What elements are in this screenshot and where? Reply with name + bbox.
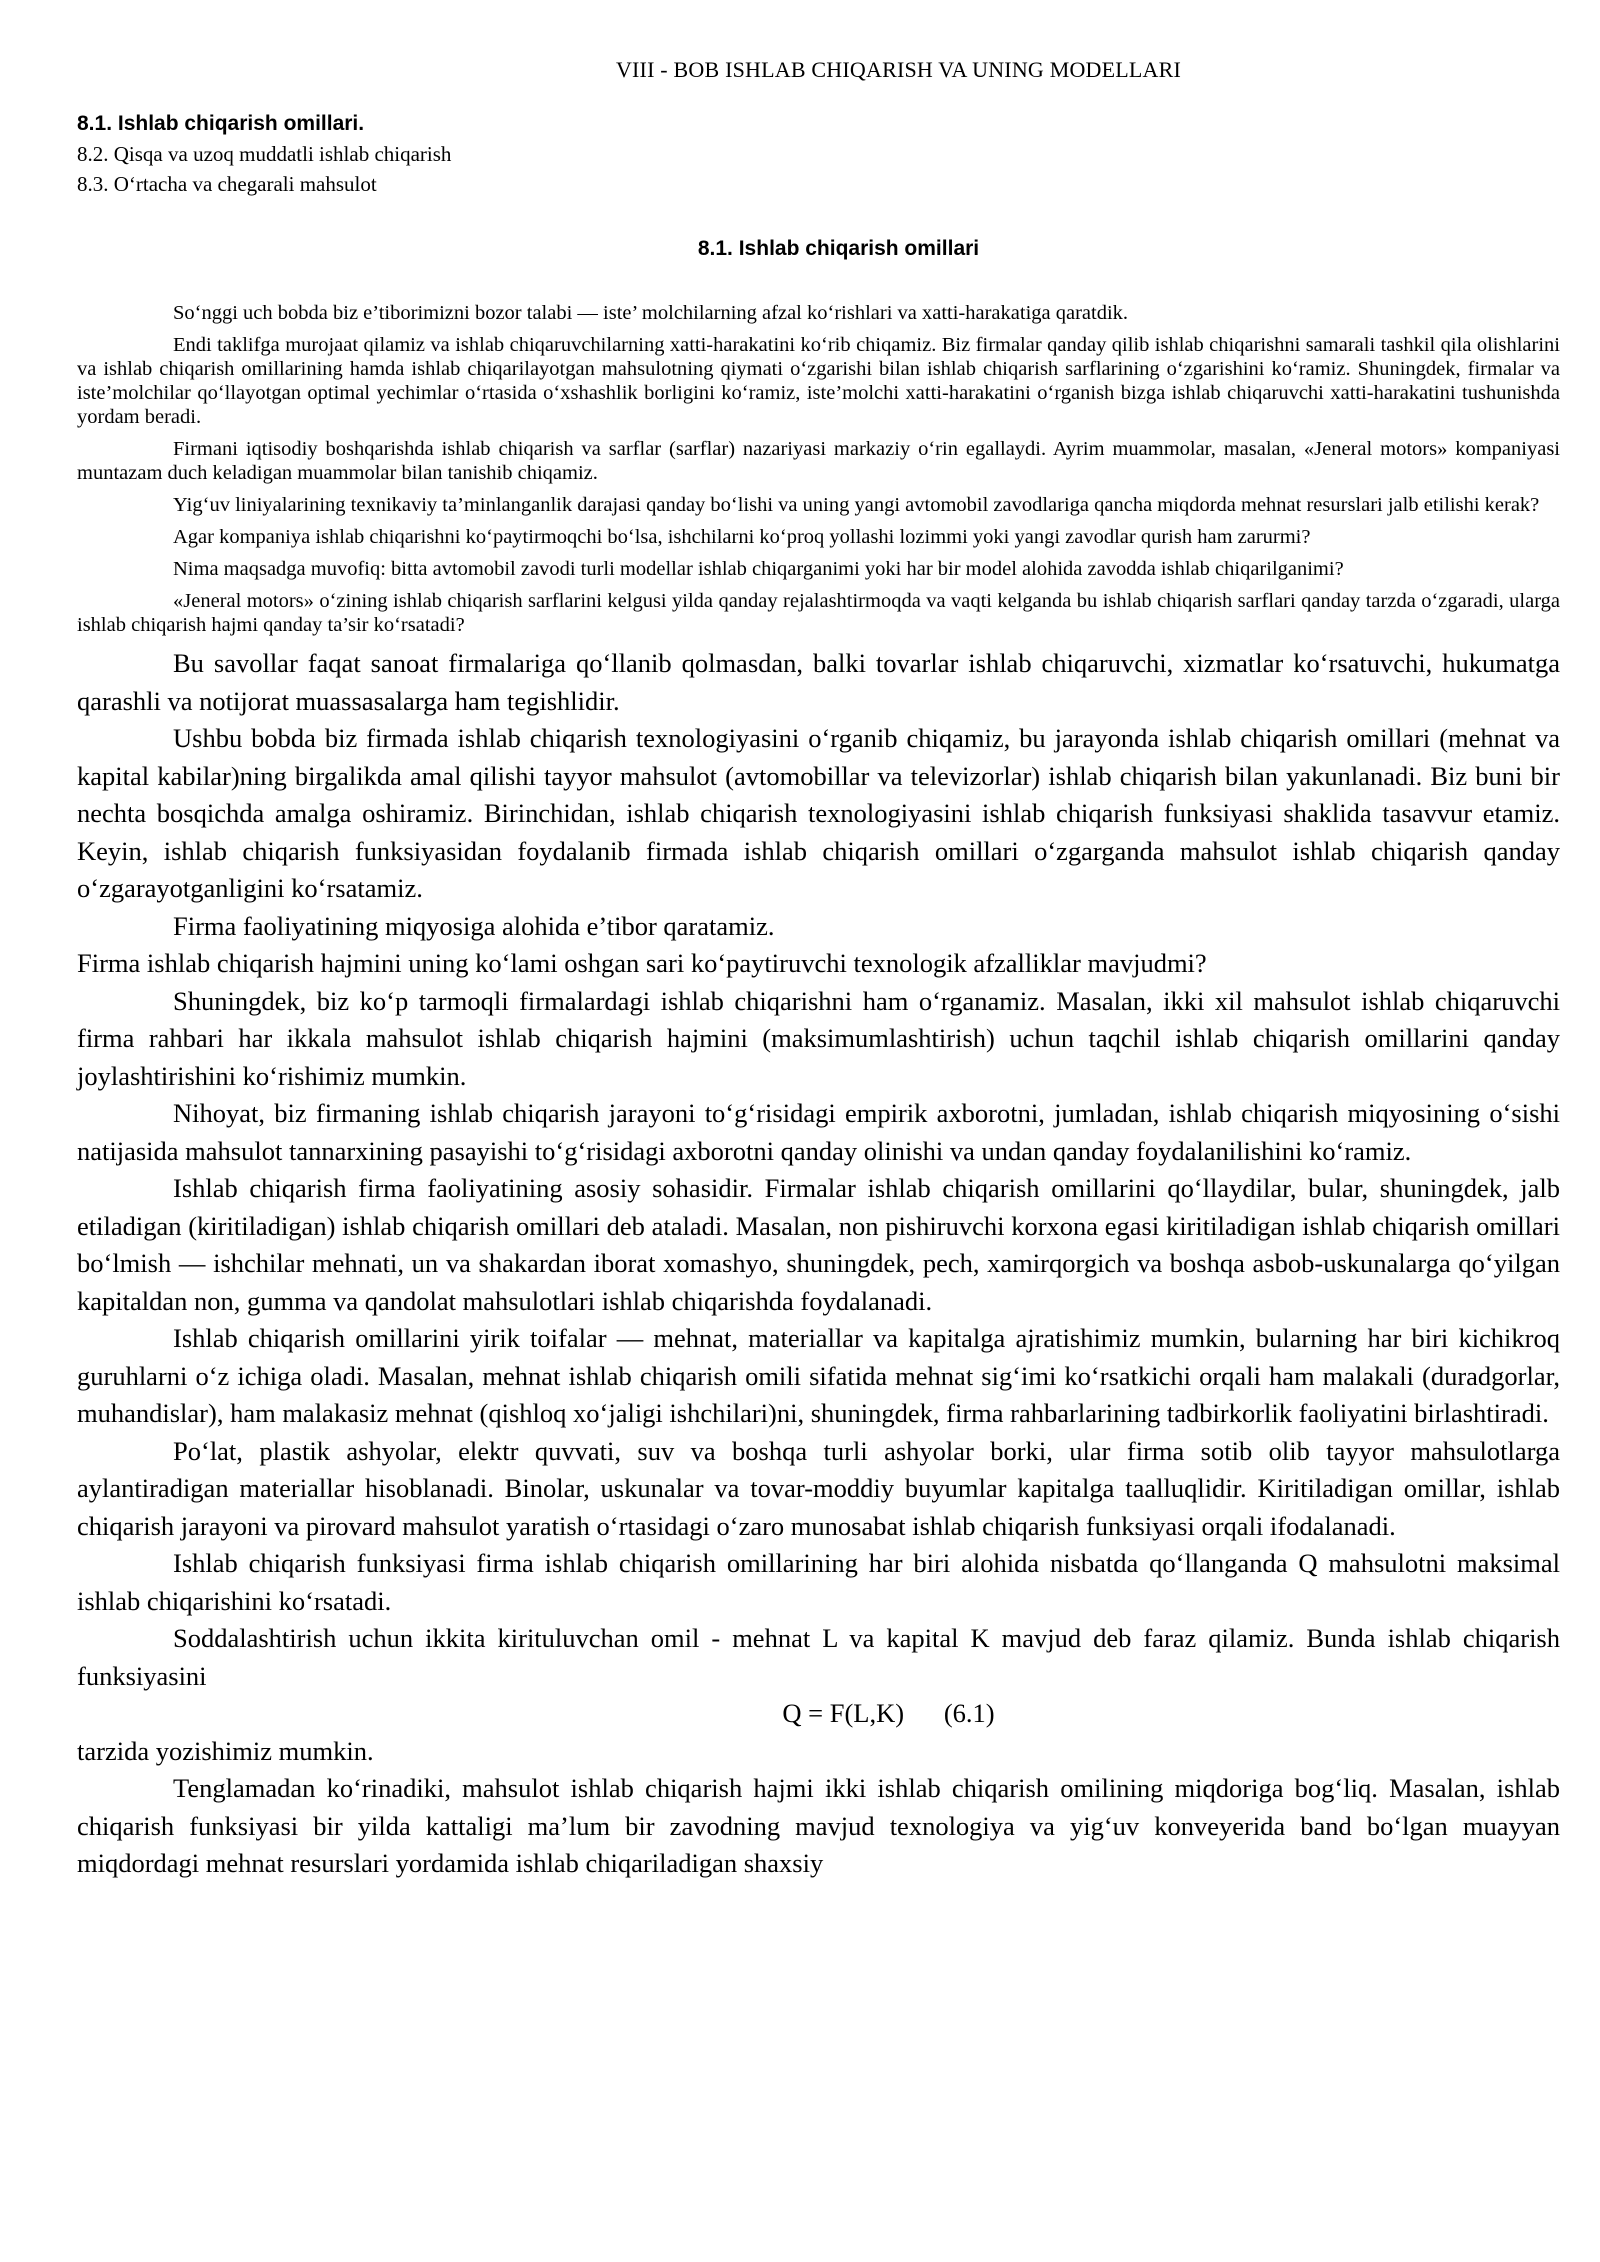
paragraph: Po‘lat, plastik ashyolar, elektr quvvati, suv va boshqa turli ashyolar borki, ular firma sotib olib tayyor mahsulotlarga aylantiradigan materiallar hisoblanadi. Binolar, uskunalar va tovar-moddiy buyumlar kapitalga taalluqlidir. Kiritiladigan omillar, ishlab chiqarish jarayoni va pirovard mahsulot yaratish o‘rtasidagi o‘zaro munosabat ishlab chiqarish funksiyasi orqali ifodalanadi. xyxy=(77,1435,1560,1541)
paragraph: Endi taklifga murojaat qilamiz va ishlab chiqaruvchilarning xatti-harakatini ko‘rib chiqamiz. Biz firmalar qanday qilib ishlab chiqarishni samarali tashkil qila olishlarini va ishlab chiqarish omillarining hamda ishlab chiqarilayotgan mahsulotning qiymati o‘zgarishi bilan ishlab chiqarish sarflarining o‘zgarishini ko‘ramiz. Shuningdek, firmalar va iste’molchilar qo‘llayotgan optimal yechimlar o‘rtasida o‘xshashlik borligini ko‘ramiz, iste’molchi xatti-harakatini o‘rganish bizga ishlab chiqaruvchi xatti-harakatini tushunishda yordam beradi. xyxy=(77,334,1560,428)
formula-expression: Q = F(L,K) xyxy=(782,1698,905,1728)
paragraph: Ishlab chiqarish funksiyasi firma ishlab chiqarish omillarining har biri alohida nisbatda qo‘llanganda Q mahsulotni maksimal ishlab chiqarishini ko‘rsatadi. xyxy=(77,1548,1560,1616)
section-heading: 8.1. Ishlab chiqarish omillari xyxy=(697,237,980,260)
paragraph: «Jeneral motors» o‘zining ishlab chiqarish sarflarini kelgusi yilda qanday rejalashtirmoqda va vaqti kelganda bu ishlab chiqarish sarflari qanday tarzda o‘zgaradi, ularga ishlab chiqarish hajmi qanday ta’sir ko‘rsatadi? xyxy=(77,590,1560,636)
toc-item: 8.1. Ishlab chiqarish omillari. xyxy=(77,112,365,135)
table-of-contents xyxy=(77,109,1560,199)
paragraph: Yig‘uv liniyalarining texnikaviy ta’minlanganlik darajasi qanday bo‘lishi va uning yangi avtomobil zavodlariga qancha miqdorda mehnat resurslari jalb etilishi kerak? xyxy=(173,494,1540,516)
paragraph: Nima maqsadga muvofiq: bitta avtomobil zavodi turli modellar ishlab chiqarganimi yoki har bir model alohida zavodda ishlab chiqarilganimi? xyxy=(173,558,1344,580)
chapter-title: VIII - BOB ISHLAB CHIQARISH VA UNING MODELLARI xyxy=(615,57,1182,82)
paragraph: Firmani iqtisodiy boshqarishda ishlab chiqarish va sarflar (sarflar) nazariyasi markaziy o‘rin egallaydi. Ayrim muammolar, masalan, «Jeneral motors» kompaniyasi muntazam duch keladigan muammolar bilan tanishib chiqamiz. xyxy=(77,438,1560,484)
paragraph: Agar kompaniya ishlab chiqarishni ko‘paytirmoqchi bo‘lsa, ishchilarni ko‘proq yollashi lozimmi yoki yangi zavodlar qurish ham zarurmi? xyxy=(173,526,1311,548)
paragraph: Nihoyat, biz firmaning ishlab chiqarish jarayoni to‘g‘risidagi empirik axborotni, jumladan, ishlab chiqarish miqyosining o‘sishi natijasida mahsulot tannarxining pasayishi to‘g‘risidagi axborotni qanday olinishi va undan qanday foydalanilishini ko‘ramiz. xyxy=(77,1098,1560,1166)
paragraph: Soddalashtirish uchun ikkita kirituluvchan omil - mehnat L va kapital K mavjud deb faraz qilamiz. Bunda ishlab chiqarish funksiyasini xyxy=(77,1623,1560,1691)
paragraph: Shuningdek, biz ko‘p tarmoqli firmalardagi ishlab chiqarishni ham o‘rganamiz. Masalan, ikki xil mahsulot ishlab chiqaruvchi firma rahbari har ikkala mahsulot ishlab chiqarish hajmini (maksimumlashtirish) uchun taqchil ishlab chiqarish omillarini qanday joylashtirishini ko‘rishimiz mumkin. xyxy=(77,985,1560,1091)
paragraph: Tenglamadan ko‘rinadiki, mahsulot ishlab chiqarish hajmi ikki ishlab chiqarish omilining miqdoriga bog‘liq. Masalan, ishlab chiqarish funksiyasi bir yilda kattaligi ma’lum bir zavodning mavjud texnologiya va yig‘uv konveyerida band bo‘lgan muayyan miqdordagi mehnat resurslari yordamida ishlab chiqariladigan shaxsiy xyxy=(77,1773,1560,1878)
toc-item: 8.2. Qisqa va uzoq muddatli ishlab chiqarish xyxy=(77,142,452,166)
paragraph: Firma ishlab chiqarish hajmini uning ko‘lami oshgan sari ko‘paytiruvchi texnologik afzalliklar mavjudmi? xyxy=(77,948,1207,978)
paragraph: So‘nggi uch bobda biz e’tiborimizni bozor talabi — iste’ molchilarning afzal ko‘rishlari va xatti-harakatiga qaratdik. xyxy=(173,302,1129,324)
formula-number: (6.1) xyxy=(943,1698,995,1728)
toc-item: 8.3. O‘rtacha va chegarali mahsulot xyxy=(77,172,377,196)
formula xyxy=(77,1695,1560,1733)
paragraph: Ushbu bobda biz firmada ishlab chiqarish texnologiyasini o‘rganib chiqamiz, bu jarayonda ishlab chiqarish omillari (mehnat va kapital kabilar)ning birgalikda amal qilishi tayyor mahsulot (avtomobillar va televizorlar) ishlab chiqarish bilan yakunlanadi. Biz buni bir nechta bosqichda amalga oshiramiz. Birinchidan, ishlab chiqarish texnologiyasini ishlab chiqarish funksiyasi shaklida tasavvur etamiz. Keyin, ishlab chiqarish funksiyasidan foydalanib firmada ishlab chiqarish omillari o‘zgarganda mahsulot ishlab chiqarish qanday o‘zgarayotganligini ko‘rsatamiz. xyxy=(77,723,1560,903)
document-page xyxy=(77,0,1560,1883)
main-text xyxy=(77,645,1560,1883)
paragraph: Ishlab chiqarish firma faoliyatining asosiy sohasidir. Firmalar ishlab chiqarish omillarini qo‘llaydilar, bular, shuningdek, jalb etiladigan (kiritiladigan) ishlab chiqarish omillari deb ataladi. Masalan, non pishiruvchi korxona egasi kiritiladigan ishlab chiqarish omillari bo‘lmish — ishchilar mehnati, un va shakardan iborat xomashyo, shuningdek, pech, xamirqorgich va boshqa asbob-uskunalarga qo‘yilgan kapitaldan non, gumma va qandolat mahsulotlari ishlab chiqarishda foydalanadi. xyxy=(77,1173,1560,1316)
paragraph: tarzida yozishimiz mumkin. xyxy=(77,1735,374,1766)
paragraph: Bu savollar faqat sanoat firmalariga qo‘llanib qolmasdan, balki tovarlar ishlab chiqaruvchi, xizmatlar ko‘rsatuvchi, hukumatga qarashli va notijorat muassasalarga ham tegishlidir. xyxy=(77,648,1560,716)
paragraph: Ishlab chiqarish omillarini yirik toifalar — mehnat, materiallar va kapitalga ajratishimiz mumkin, bularning har biri kichikroq guruhlarni o‘z ichiga oladi. Masalan, mehnat ishlab chiqarish omili sifatida mehnat sig‘imi ko‘rsatkichi orqali ham malakali (duradgorlar, muhandislar), ham malakasiz mehnat (qishloq xo‘jaligi ishchilari)ni, shuningdek, firma rahbarlarining tadbirkorlik faoliyatini birlashtiradi. xyxy=(77,1323,1560,1428)
paragraph: Firma faoliyatining miqyosiga alohida e’tibor qaratamiz. xyxy=(173,910,775,941)
intro-text xyxy=(77,301,1560,637)
